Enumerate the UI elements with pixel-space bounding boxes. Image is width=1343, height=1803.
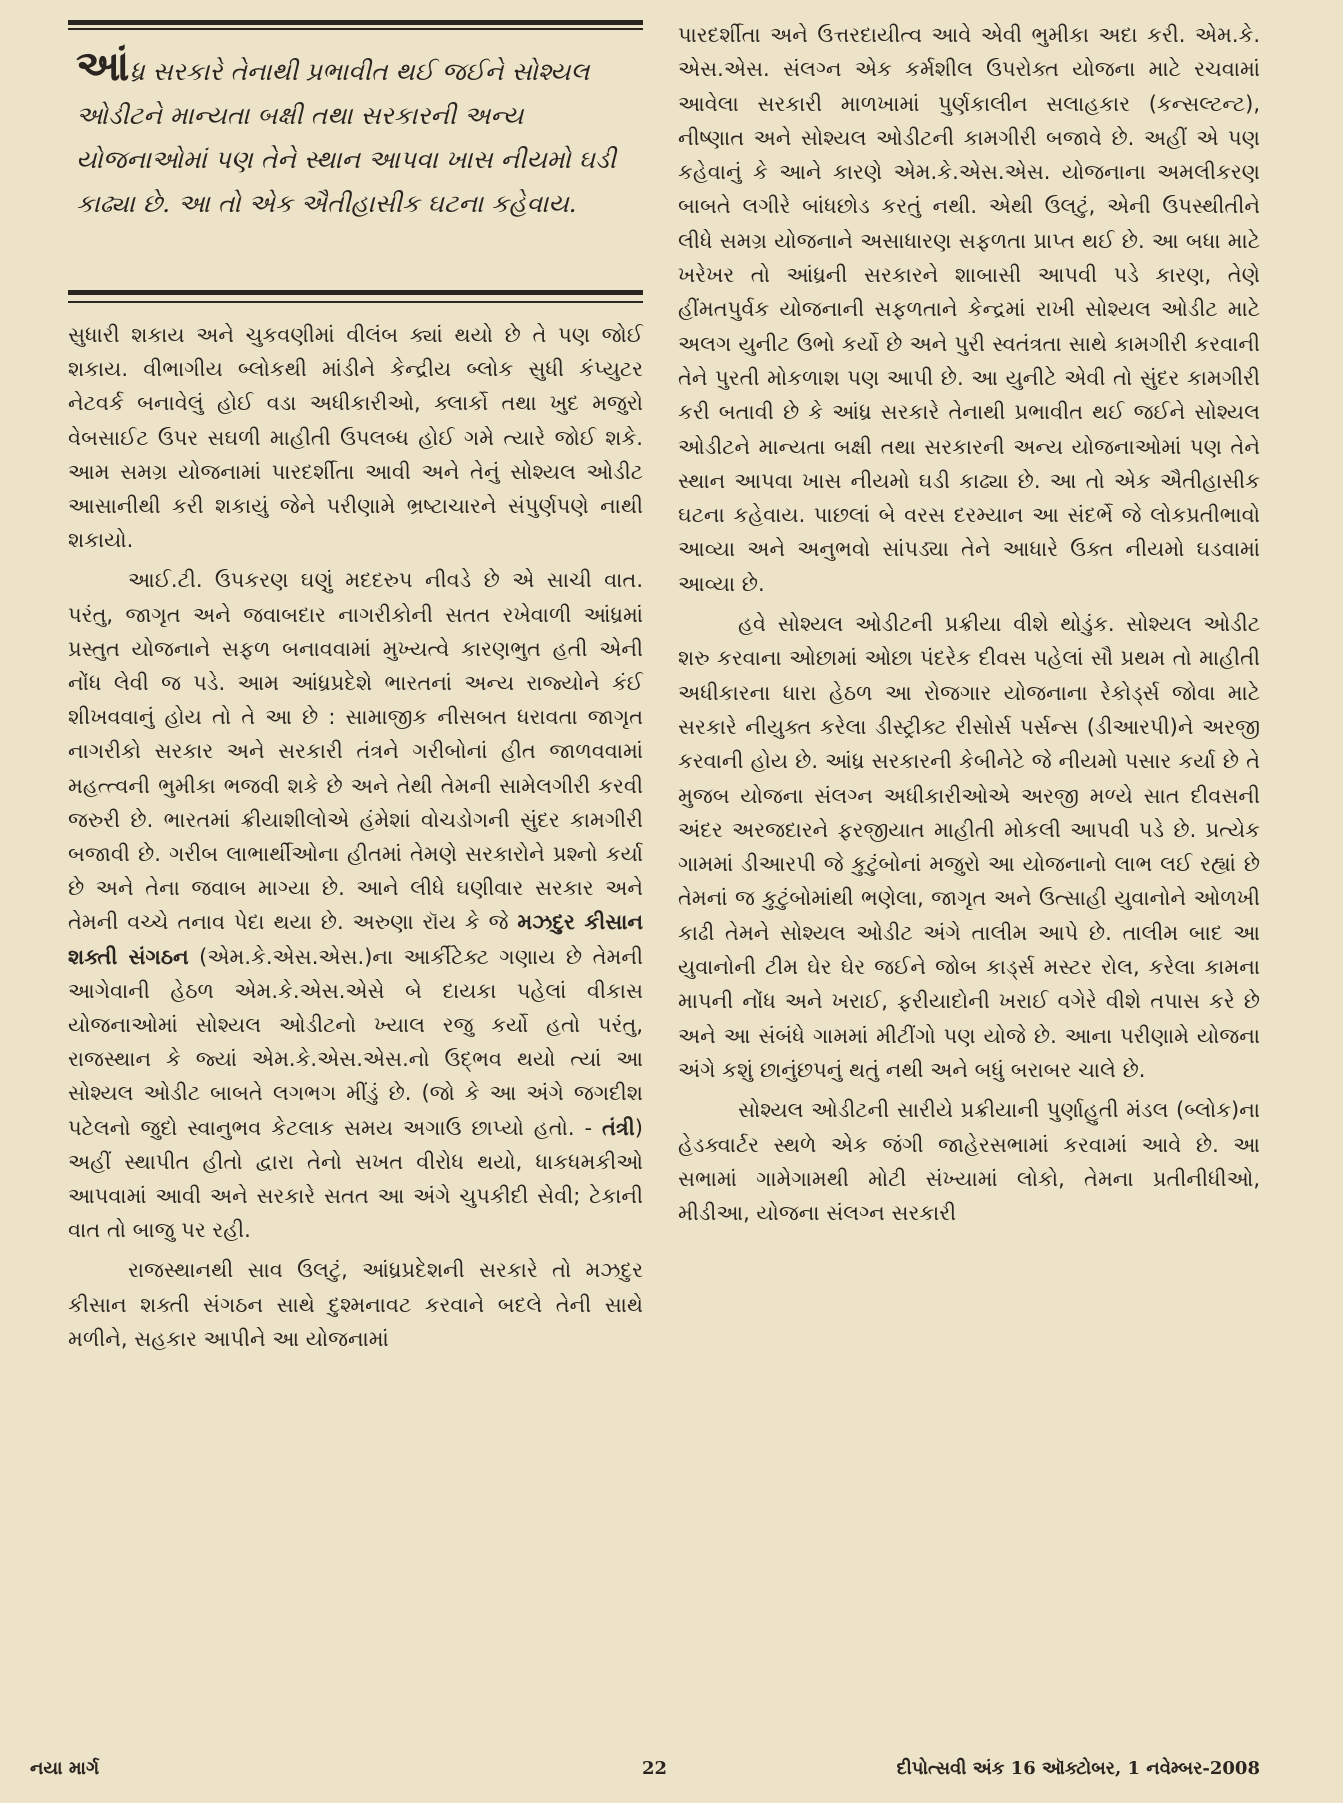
- right-paragraph-2: હવે સોશ્યલ ઓડીટની પ્રક્રીયા વીશે થોડુંક. સોશ્યલ ઓડીટ શરુ કરવાના ઓછામાં ઓછા પંદરેક દીવસ પહેલાં સૌ પ્રથમ તો માહીતી અધીકારના ધારા હેઠળ આ રોજગાર યોજનાના રેકોર્ડ્સ જોવા માટે સરકારે નીયુક્ત કરેલા ડીસ્ટ્રીક્ટ રીસોર્સ પર્સન્સ (ડીઆરપી)ને અરજી કરવાની હોય છે. આંધ્ર સરકારની કેબીનેટે જે નીયમો પસાર કર્યા છે તે મુજબ યોજના સંલગ્ન અધીકારીઓએ અરજી મળ્યે સાત દીવસની અંદર અરજદારને ફરજીયાત માહીતી મોકલી આપવી પડે છે. પ્રત્યેક ગામમાં ડીઆરપી જે કુટુંબોનાં મજુરો આ યોજનાનો લાભ લઈ રહ્યાં છે તેમનાં જ કુટુંબોમાંથી ભણેલા, જાગૃત અને ઉત્સાહી યુવાનોને ઓળખી કાઢી તેમને સોશ્યલ ઓડીટ અંગે તાલીમ આપે છે. તાલીમ બાદ આ યુવાનોની ટીમ ઘેર ઘેર જઈને જોબ કાર્ડ્સ મસ્ટર રોલ, કરેલા કામના માપની નોંધ અને ખરાઈ, ફરીયાદોની ખરાઈ વગેરે વીશે તપાસ કરે છે અને આ સંબંધે ગામમાં મીટીંગો પણ યોજે છે. આના પરીણામે યોજના અંગે કશું છાનુંછપનું થતું નથી અને બધું બરાબર ચાલે છે.: [678, 612, 1260, 1082]
- page-number: 22: [642, 1758, 668, 1779]
- pull-quote: [68, 20, 643, 310]
- pull-quote-bottom-rule: [68, 290, 643, 295]
- pull-quote-text: [68, 30, 643, 236]
- left-paragraph-2-a: આઈ.ટી. ઉપકરણ ઘણું મદદરુપ નીવડે છે એ સાચી વાત. પરંતુ, જાગૃત અને જવાબદાર નાગરીકોની સતત રખેવાળી આંધ્રમાં પ્રસ્તુત યોજનાને સફળ બનાવવામાં મુખ્યત્વે કારણભુત હતી એની નોંધ લેવી જ પડે. આમ આંધ્રપ્રદેશે ભારતનાં અન્ય રાજ્યોને કંઈ શીખવવાનું હોય તો તે આ છે : સામાજીક નીસબત ધરાવતા જાગૃત નાગરીકો સરકાર અને સરકારી તંત્રને ગરીબોનાં હીત જાળવવામાં મહત્ત્વની ભુમીકા ભજવી શકે છે અને તેથી તેમની સામેલગીરી કરવી જરુરી છે. ભારતમાં ક્રીયાશીલોએ હંમેશાં વોચડોગની સુંદર કામગીરી બજાવી છે. ગરીબ લાભાર્થીઓના હીતમાં તેમણે સરકારોને પ્રશ્નો કર્યા છે અને તેના જવાબ માગ્યા છે. આને લીધે ઘણીવાર સરકાર અને તેમની વચ્ચે તનાવ પેદા થયા છે. અરુણા રૉય કે જે: [68, 568, 643, 935]
- org-name-bold: મઝદુર કીસાન શક્તી સંગઠન: [68, 910, 643, 969]
- left-paragraph-2: [68, 563, 643, 1247]
- right-column: [678, 18, 1260, 1230]
- pull-quote-body: ધ્ર સરકારે તેનાથી પ્રભાવીત થઈ જઈને સોશ્યલ ઓડીટને માન્યતા બક્ષી તથા સરકારની અન્ય યોજનાઓમાં પણ તેને સ્થાન આપવા ખાસ નીયમો ઘડી કાઢ્યા છે. આ તો એક ઐતીહાસીક ઘટના કહેવાય.: [76, 57, 616, 218]
- left-paragraph-2-c: ) અહીં સ્થાપીત હીતો દ્વારા તેનો સખત વીરોધ થયો, ધાકધમકીઓ આપવામાં આવી અને સરકારે સતત આ અંગે ચુપકીદી સેવી; ટેકાની વાત તો બાજુ પર રહી.: [68, 1115, 643, 1243]
- issue-date: દીપોત્સવી અંક 16 ઑક્ટોબર, 1 નવેમ્બર-2008: [896, 1758, 1260, 1779]
- pull-quote-bottom-rule-thin: [68, 301, 643, 303]
- editor-bold: તંત્રી: [601, 1115, 635, 1140]
- publication-name: નયા માર્ગ: [30, 1758, 100, 1779]
- left-paragraph-1: સુધારી શકાય અને ચુકવણીમાં વીલંબ ક્યાં થયો છે તે પણ જોઈ શકાય. વીભાગીય બ્લોકથી માંડીને કેન્દ્રીય બ્લોક સુધી કંપ્યુટર નેટવર્ક બનાવેલું હોઈ વડા અધીકારીઓ, ક્લાર્કો તથા ખુદ મજુરો વેબસાઈટ ઉપર સઘળી માહીતી ઉપલબ્ધ હોઈ ગમે ત્યારે જોઈ શકે. આમ સમગ્ર યોજનામાં પારદર્શીતા આવી અને તેનું સોશ્યલ ઓડીટ આસાનીથી કરી શકાયું જેને પરીણામે ભ્રષ્ટાચારને સંપુર્ણપણે નાથી શકાયો.: [68, 323, 643, 553]
- left-column: [68, 318, 643, 1356]
- right-paragraph-3: સોશ્યલ ઓડીટની સારીયે પ્રક્રીયાની પુર્ણાહુતી મંડલ (બ્લોક)ના હેડક્વાર્ટર સ્થળે એક જંગી જાહેરસભામાં કરવામાં આવે છે. આ સભામાં ગામેગામથી મોટી સંખ્યામાં લોકો, તેમના પ્રતીનીધીઓ, મીડીઆ, યોજના સંલગ્ન સરકારી: [678, 1098, 1260, 1226]
- left-paragraph-3: રાજસ્થાનથી સાવ ઉલટું, આંધ્રપ્રદેશની સરકારે તો મઝદુર કીસાન શક્તી સંગઠન સાથે દુશ્મનાવટ કરવાને બદલે તેની સાથે મળીને, સહકાર આપીને આ યોજનામાં: [68, 1258, 643, 1351]
- right-paragraph-1: પારદર્શીતા અને ઉત્તરદાયીત્વ આવે એવી ભુમીકા અદા કરી. એમ.કે. એસ.એસ. સંલગ્ન એક કર્મશીલ ઉપરોક્ત યોજના માટે રચવામાં આવેલા સરકારી માળખામાં પુર્ણકાલીન સલાહકાર (કન્સલ્ટન્ટ), નીષ્ણાત અને સોશ્યલ ઓડીટની કામગીરી બજાવે છે. અહીં એ પણ કહેવાનું કે આને કારણે એમ.કે.એસ.એસ. યોજનાના અમલીકરણ બાબતે લગીરે બાંધછોડ કરતું નથી. એથી ઉલટું, એની ઉપસ્થીતીને લીધે સમગ્ર યોજનાને અસાધારણ સફળતા પ્રાપ્ત થઈ છે. આ બધા માટે ખરેખર તો આંધ્રની સરકારને શાબાસી આપવી પડે કારણ, તેણે હીંમતપુર્વક યોજનાની સફળતાને કેન્દ્રમાં રાખી સોશ્યલ ઓડીટ માટે અલગ યુનીટ ઉભો કર્યો છે અને પુરી સ્વતંત્રતા સાથે કામગીરી કરવાની તેને પુરતી મોકળાશ પણ આપી છે. આ યુનીટે એવી તો સુંદર કામગીરી કરી બતાવી છે કે આંધ્ર સરકારે તેનાથી પ્રભાવીત થઈ જઈને સોશ્યલ ઓડીટને માન્યતા બક્ષી તથા સરકારની અન્ય યોજનાઓમાં પણ તેને સ્થાન આપવા ખાસ નીયમો ઘડી કાઢ્યા છે. આ તો એક ઐતીહાસીક ઘટના કહેવાય. પાછલાં બે વરસ દરમ્યાન આ સંદર્ભે જે લોકપ્રતીભાવો આવ્યા અને અનુભવો સાંપડ્યા તેને આધારે ઉક્ત નીયમો ઘડવામાં આવ્યા છે.: [678, 23, 1260, 596]
- left-paragraph-2-b: (એમ.કે.એસ.એસ.)ના આર્કીટેક્ટ ગણાય છે તેમની આગેવાની હેઠળ એમ.કે.એસ.એસે બે દાયકા પહેલાં વીકાસ યોજનાઓમાં સોશ્યલ ઓડીટનો ખ્યાલ રજુ કર્યો હતો પરંતુ, રાજસ્થાન કે જ્યાં એમ.કે.એસ.એસ.નો ઉદ્ભવ થયો ત્યાં આ સોશ્યલ ઓડીટ બાબતે લગભગ મીંડું છે. (જો કે આ અંગે જગદીશ પટેલનો જુદો સ્વાનુભવ કેટલાક સમય અગાઉ છાપ્યો હતો. -: [68, 944, 643, 1140]
- pull-quote-dropcap: આં: [76, 41, 130, 90]
- pull-quote-top-rule: [68, 20, 643, 25]
